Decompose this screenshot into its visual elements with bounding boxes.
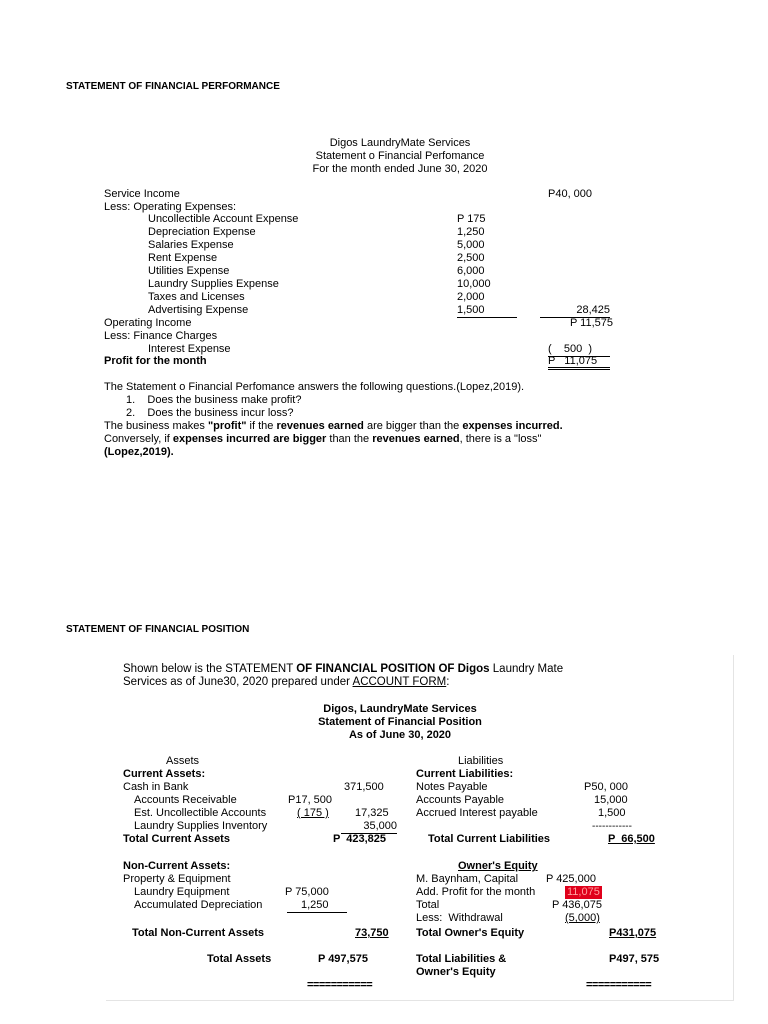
add-profit-label: Add. Profit for the month	[416, 886, 536, 898]
conclusion-text: Conversely, if	[104, 433, 173, 445]
est-uncollectible-value: ( 175 )	[297, 807, 329, 819]
notes-payable-label: Notes Payable	[416, 781, 488, 793]
accrued-interest-label: Accrued Interest payable	[416, 807, 538, 819]
expense-label: Utilities Expense	[148, 265, 230, 277]
service-income-label: Service Income	[104, 188, 180, 200]
intro-line-1	[123, 663, 563, 676]
question-2: 2. Does the business incur loss?	[126, 407, 294, 419]
position-date: As of June 30, 2020	[348, 729, 452, 741]
conclusion-text: if the	[246, 420, 277, 432]
total-noncurrent-label: Total Non-Current Assets	[132, 927, 265, 939]
citation: (Lopez,2019).	[104, 446, 174, 458]
operating-income-label: Operating Income	[104, 317, 192, 329]
owners-equity-title: Owner's Equity	[458, 860, 538, 872]
conclusion-text: than the	[326, 433, 373, 445]
ar-value: P17, 500	[288, 794, 333, 806]
dash-line: ------------	[592, 821, 632, 832]
total-expenses: 28,425	[540, 304, 610, 318]
expense-value: 5,000	[457, 239, 485, 251]
noncurrent-assets-label: Non-Current Assets:	[123, 860, 231, 872]
conclusion-line-2	[104, 433, 541, 446]
laundry-equipment-label: Laundry Equipment	[134, 886, 230, 898]
current-liabilities-label: Current Liabilities:	[416, 768, 514, 780]
expense-label: Salaries Expense	[148, 239, 234, 251]
accounts-payable-label: Accounts Payable	[416, 794, 505, 806]
total-assets-label: Total Assets	[207, 953, 272, 965]
total-owners-equity-value: P431,075	[609, 927, 657, 939]
interest-expense-value: ( 500 )	[548, 343, 610, 357]
intro-line-2	[123, 676, 449, 689]
total-current-assets-label: Total Current Assets	[123, 833, 230, 845]
current-assets-label: Current Assets:	[123, 768, 206, 780]
total-current-liabilities-value: P 66,500	[608, 833, 655, 845]
expense-value: 2,500	[457, 252, 485, 264]
expense-value: 2,000	[457, 291, 485, 303]
expense-label: Advertising Expense	[148, 304, 249, 316]
capital-value: P 425,000	[546, 873, 596, 885]
conclusion-text: The business makes	[104, 420, 208, 432]
accum-dep-value: 1,250	[287, 899, 347, 913]
position-statement: Statement of Financial Position	[318, 716, 482, 728]
withdrawal-label: Less: Withdrawal	[416, 912, 503, 924]
expense-value: P 175	[457, 213, 486, 225]
conclusion-emphasis: "profit"	[207, 420, 247, 432]
est-uncollectible-label: Est. Uncollectible Accounts	[134, 807, 267, 819]
total-current-assets-value: P 423,825	[333, 833, 387, 845]
cash-value: 371,500	[344, 781, 384, 793]
laundry-equipment-value: P 75,000	[285, 886, 329, 898]
supplies-value: 35,000	[341, 820, 397, 834]
section-heading-position: STATEMENT OF FINANCIAL POSITION	[66, 624, 250, 635]
question-1: 1. Does the business make profit?	[126, 394, 302, 406]
position-company: Digos, LaundryMate Services	[323, 703, 477, 715]
expense-label: Depreciation Expense	[148, 226, 256, 238]
intro-emphasis: OF FINANCIAL POSITION OF Digos	[296, 663, 490, 675]
conclusion-emphasis: expenses incurred.	[462, 420, 563, 432]
total-value: P 436,075	[552, 899, 602, 911]
company-name: Digos LaundryMate Services	[329, 137, 471, 149]
conclusion-emphasis: revenues earned	[372, 433, 460, 445]
statement-period: For the month ended June 30, 2020	[312, 163, 488, 175]
assets-double-line: ===========	[307, 979, 373, 991]
notes-payable-value: P50, 000	[584, 781, 629, 793]
total-owners-equity-label: Total Owner's Equity	[416, 927, 525, 939]
profit-value: P 11,075	[548, 355, 610, 370]
liabilities-title: Liabilities	[458, 755, 504, 767]
total-liabilities-equity-label-2: Owner's Equity	[416, 966, 496, 978]
conclusion-text: , there is a "loss"	[459, 433, 542, 445]
expense-value: 6,000	[457, 265, 485, 277]
expense-value: 1,250	[457, 226, 485, 238]
withdrawal-value: (5,000)	[565, 912, 600, 924]
accounts-payable-value: 15,000	[594, 794, 628, 806]
assets-title: Assets	[166, 755, 200, 767]
expense-value: 1,500	[457, 304, 517, 318]
accrued-interest-value: 1,500	[598, 807, 626, 819]
net-ar-value: 17,325	[355, 807, 389, 819]
intro-text: Services as of June30, 2020 prepared under	[123, 676, 353, 688]
ppe-label: Property & Equipment	[123, 873, 231, 885]
intro-account-form: ACCOUNT FORM	[352, 676, 447, 688]
total-label: Total	[416, 899, 440, 911]
section-heading-performance: STATEMENT OF FINANCIAL PERFORMANCE	[66, 81, 280, 92]
conclusion-line-1	[104, 420, 563, 433]
total-liabilities-equity-label-1: Total Liabilities &	[416, 953, 507, 965]
statement-title: Statement o Financial Perfomance	[315, 150, 485, 162]
expense-value: 10,000	[457, 278, 491, 290]
expense-label: Laundry Supplies Expense	[148, 278, 279, 290]
total-liabilities-equity-value: P497, 575	[609, 953, 660, 965]
cash-label: Cash in Bank	[123, 781, 189, 793]
expense-label: Rent Expense	[148, 252, 218, 264]
conclusion-emphasis: expenses incurred are bigger	[172, 433, 327, 445]
expense-label: Uncollectible Account Expense	[148, 213, 299, 225]
conclusion-emphasis: revenues earned	[276, 420, 364, 432]
accum-dep-label: Accumulated Depreciation	[134, 899, 263, 911]
supplies-label: Laundry Supplies Inventory	[134, 820, 268, 832]
intro-text: Laundry Mate	[489, 663, 564, 675]
add-profit-value: 11,075	[567, 886, 600, 898]
ar-label: Accounts Receivable	[134, 794, 237, 806]
note-intro: The Statement o Financial Perfomance answers the following questions.(Lopez,2019).	[104, 381, 525, 393]
total-current-liabilities-label: Total Current Liabilities	[428, 833, 551, 845]
conclusion-text: are bigger than the	[363, 420, 463, 432]
operating-income-value: P 11,575	[569, 317, 613, 329]
total-noncurrent-value: 73,750	[355, 927, 389, 939]
liabilities-double-line: ===========	[586, 979, 652, 991]
intro-text: :	[446, 676, 450, 688]
interest-expense-label: Interest Expense	[148, 343, 231, 355]
less-opex-label: Less: Operating Expenses:	[104, 201, 237, 213]
intro-text: Shown below is the STATEMENT	[123, 663, 297, 675]
capital-label: M. Baynham, Capital	[416, 873, 519, 885]
less-finance-label: Less: Finance Charges	[104, 330, 218, 342]
service-income-value: P40, 000	[548, 188, 593, 200]
total-assets-value: P 497,575	[318, 953, 368, 965]
expense-label: Taxes and Licenses	[148, 291, 245, 303]
profit-label: Profit for the month	[104, 355, 207, 367]
